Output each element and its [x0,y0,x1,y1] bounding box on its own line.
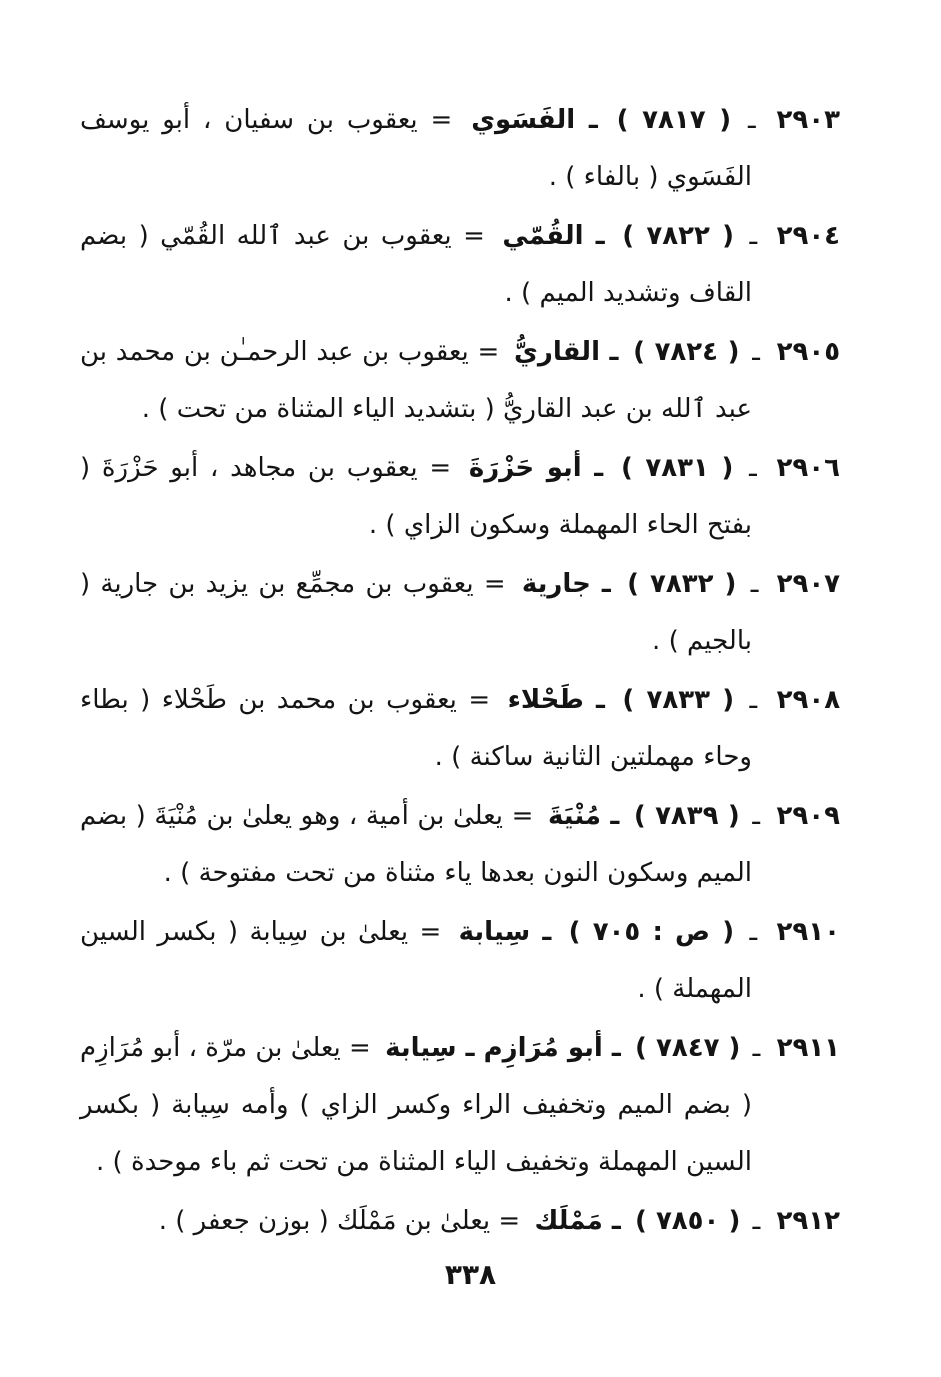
entry-dash: ـ [749,917,758,947]
entry-text: = يعقوب بن مجمِّع بن يزيد بن جارية ( بالجيم ) . [80,569,752,656]
entry-reference: ( ٧٨٤٧ ) [635,1033,741,1063]
entry-text: = يعقوب بن محمد بن طَحْلاء ( بطاء وحاء مهملتين الثانية ساكنة ) . [80,685,752,772]
entry-2903 [80,92,840,206]
entry-dash: ـ [749,685,758,715]
page-number: ٣٣٨ [444,1258,497,1291]
entry-heading: ـ القاريُّ [514,337,619,367]
entry-reference: ( ٧٨٣٩ ) [633,801,740,831]
entry-heading: ـ أبو حَزْرَةَ [468,453,604,483]
entry-reference: ( ٧٨٢٢ ) [622,221,734,251]
entry-2906 [80,440,840,554]
entry-2904 [80,208,840,322]
entry-number: ٢٩١٢ [776,1206,840,1236]
entry-number: ٢٩٠٧ [776,569,841,599]
entry-2908 [80,672,840,786]
entry-text: = يعلىٰ بن سِيابة ( بكسر السين المهملة ) . [80,917,752,1004]
entry-dash: ـ [750,569,759,599]
entry-heading: ـ القُمّي [502,221,605,251]
entry-reference: ( ٧٨٣٢ ) [627,569,737,599]
entry-number: ٢٩١٠ [776,917,841,947]
entry-dash: ـ [752,801,760,831]
entry-number: ٢٩٠٨ [776,685,841,715]
entry-number: ٢٩٠٥ [776,337,841,367]
entry-dash: ـ [752,337,760,367]
entry-list [80,92,840,1252]
entry-2911 [80,1020,840,1191]
entry-reference: ( ٧٨٣٣ ) [622,685,735,715]
entry-heading: ـ أبو مُرَازِم ـ سِيابة [385,1033,621,1063]
entry-text: = يعلىٰ بن أمية ، وهو يعلىٰ بن مُنْيَةَ ( بضم الميم وسكون النون بعدها ياء مثناة من تحت مفتوحة ) . [80,801,752,888]
entry-dash: ـ [752,1033,761,1063]
entry-2912 [80,1193,840,1250]
entry-text: = يعلىٰ بن مرّة ، أبو مُرَازِم ( بضم الميم وتخفيف الراء وكسر الزاي ) وأمه سِيابة ( بكسر السين المهملة وتخفيف الياء المثناة من تحت ثم باء موحدة ) . [80,1033,752,1177]
entry-reference: ( ص : ٧٠٥ ) [568,917,735,947]
entry-2905 [80,324,840,438]
entry-reference: ( ٧٨٥٠ ) [635,1206,741,1236]
entry-text: = يعقوب بن سفيان ، أبو يوسف الفَسَوي ( بالفاء ) . [80,105,752,192]
entry-heading: ـ سِيابة [458,917,552,947]
entry-dash: ـ [748,105,756,135]
entry-text: = يعلىٰ بن مَمْلَك ( بوزن جعفر ) . [158,1206,521,1236]
entry-dash: ـ [752,1206,761,1236]
entry-heading: ـ جارية [521,569,611,599]
entry-number: ٢٩٠٣ [776,105,841,135]
entry-number: ٢٩٠٩ [776,801,841,831]
entry-number: ٢٩٠٦ [776,453,840,483]
entry-heading: ـ مُنْيَةَ [547,801,620,831]
entry-2909 [80,788,840,902]
entry-heading: ـ طَحْلاء [507,685,605,715]
entry-heading: ـ الفَسَوي [471,105,598,135]
entry-2910 [80,904,840,1018]
entry-reference: ( ٧٨١٧ ) [616,105,732,135]
entry-number: ٢٩١١ [776,1033,841,1063]
entry-2907 [80,556,840,670]
entry-text: = يعقوب بن عبد الرحمـٰن بن محمد بن عبد ٱلله بن عبد القاريُّ ( بتشديد الياء المثناة من تحت ) . [80,337,752,424]
entry-dash: ـ [749,453,757,483]
entry-text: = يعقوب بن عبد ٱلله القُمّي ( بضم القاف وتشديد الميم ) . [80,221,752,308]
entry-reference: ( ٧٨٣١ ) [620,453,734,483]
entry-heading: ـ مَمْلَك [534,1206,621,1236]
entry-reference: ( ٧٨٢٤ ) [633,337,740,367]
entry-dash: ـ [749,221,758,251]
entry-text: = يعقوب بن مجاهد ، أبو حَزْرَةَ ( بفتح الحاء المهملة وسكون الزاي ) . [80,453,752,540]
entry-number: ٢٩٠٤ [776,221,841,251]
